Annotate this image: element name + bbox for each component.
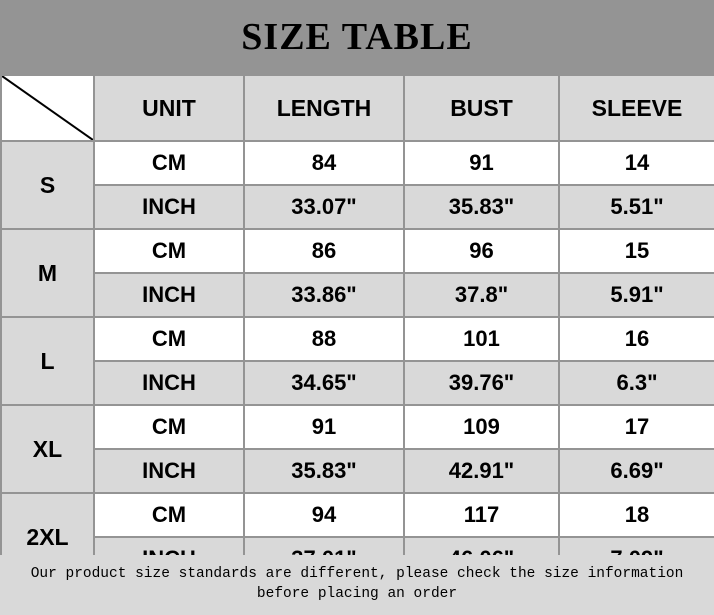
- table-row: [1, 493, 714, 537]
- bust-cm: 101: [404, 317, 559, 361]
- table-header-row: [1, 75, 714, 141]
- unit-cm: CM: [94, 229, 244, 273]
- table-row: [1, 185, 714, 229]
- bust-inch: 35.83": [404, 185, 559, 229]
- unit-inch: INCH: [94, 361, 244, 405]
- bust-cm: 91: [404, 141, 559, 185]
- sleeve-cm: 17: [559, 405, 714, 449]
- sleeve-cm: 15: [559, 229, 714, 273]
- bust-cm: 109: [404, 405, 559, 449]
- table-row: [1, 229, 714, 273]
- column-header-bust: BUST: [404, 75, 559, 141]
- sleeve-inch: 6.3": [559, 361, 714, 405]
- sleeve-inch: 5.51": [559, 185, 714, 229]
- sleeve-inch: 6.69": [559, 449, 714, 493]
- column-header-length: LENGTH: [244, 75, 404, 141]
- size-table: [0, 74, 714, 582]
- bust-inch: 42.91": [404, 449, 559, 493]
- table-corner-cell: [1, 75, 94, 141]
- length-cm: 91: [244, 405, 404, 449]
- unit-inch: INCH: [94, 449, 244, 493]
- length-cm: 88: [244, 317, 404, 361]
- bust-inch: 39.76": [404, 361, 559, 405]
- table-row: [1, 449, 714, 493]
- diagonal-divider-icon: [2, 76, 93, 140]
- table-row: [1, 273, 714, 317]
- size-label-xl: XL: [1, 405, 94, 493]
- unit-inch: INCH: [94, 185, 244, 229]
- unit-cm: CM: [94, 493, 244, 537]
- table-row: [1, 405, 714, 449]
- sleeve-cm: 16: [559, 317, 714, 361]
- length-cm: 84: [244, 141, 404, 185]
- sleeve-cm: 18: [559, 493, 714, 537]
- length-inch: 35.83": [244, 449, 404, 493]
- bust-cm: 96: [404, 229, 559, 273]
- size-label-l: L: [1, 317, 94, 405]
- length-inch: 34.65": [244, 361, 404, 405]
- length-cm: 94: [244, 493, 404, 537]
- length-cm: 86: [244, 229, 404, 273]
- size-disclaimer-note: [0, 555, 714, 615]
- length-inch: 33.07": [244, 185, 404, 229]
- table-row: [1, 361, 714, 405]
- size-label-m: M: [1, 229, 94, 317]
- size-label-s: S: [1, 141, 94, 229]
- length-inch: 33.86": [244, 273, 404, 317]
- unit-cm: CM: [94, 405, 244, 449]
- bust-inch: 37.8": [404, 273, 559, 317]
- unit-cm: CM: [94, 141, 244, 185]
- unit-inch: INCH: [94, 273, 244, 317]
- table-row: [1, 141, 714, 185]
- column-header-unit: UNIT: [94, 75, 244, 141]
- note-line-1: Our product size standards are different, please check the size information: [30, 566, 684, 583]
- note-line-2: before placing an order: [256, 586, 458, 602]
- sleeve-inch: 5.91": [559, 273, 714, 317]
- column-header-sleeve: SLEEVE: [559, 75, 714, 141]
- bust-cm: 117: [404, 493, 559, 537]
- page-title: SIZE TABLE: [241, 16, 473, 58]
- sleeve-cm: 14: [559, 141, 714, 185]
- table-row: [1, 317, 714, 361]
- size-label-2xl: 2XL: [1, 493, 94, 581]
- unit-cm: CM: [94, 317, 244, 361]
